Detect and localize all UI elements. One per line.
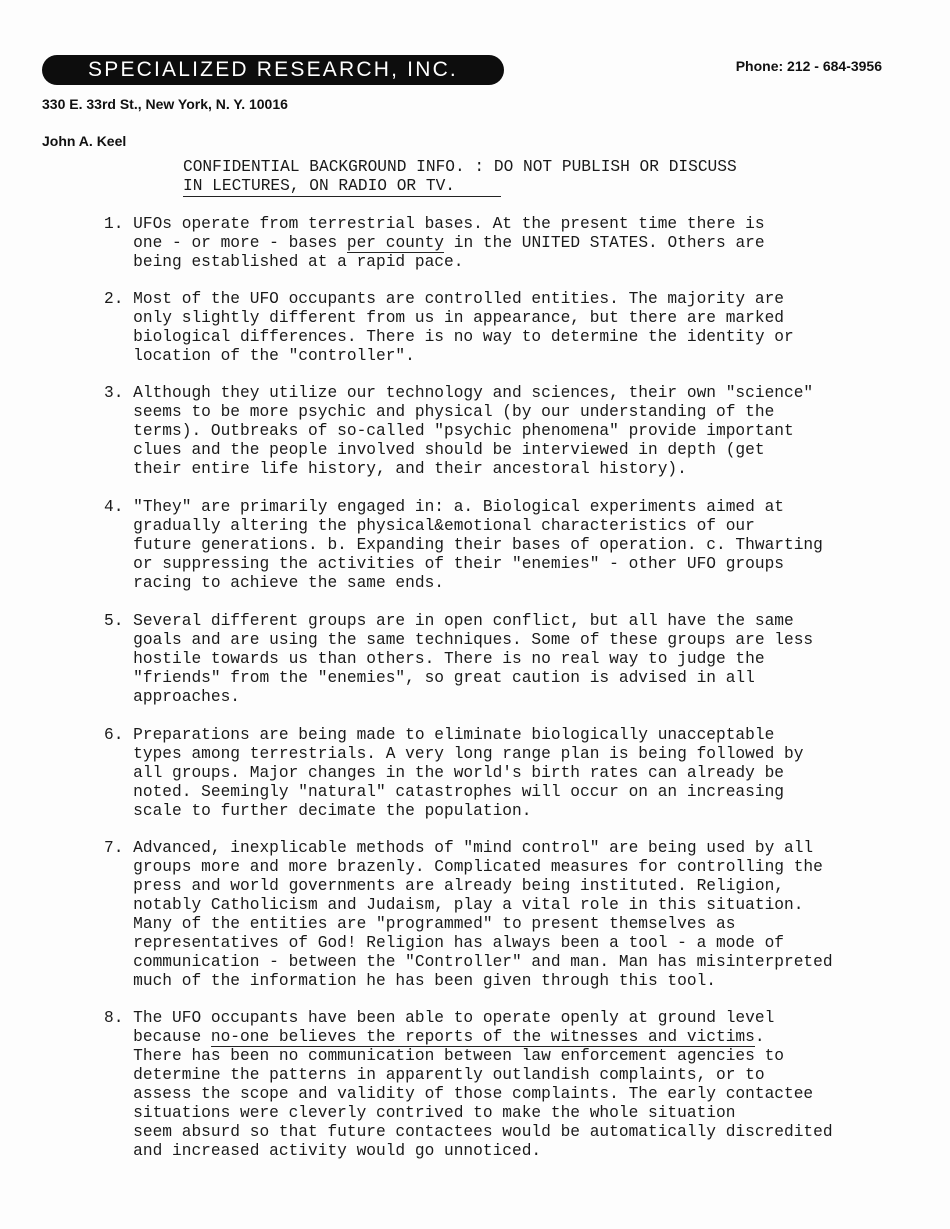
- item-number: 2.: [104, 290, 124, 308]
- item-line: seems to be more psychic and physical (by our understanding of the: [133, 403, 775, 421]
- item-line: UFOs operate from terrestrial bases. At the present time there is: [133, 215, 765, 233]
- item-line: Several different groups are in open conflict, but all have the same: [133, 612, 794, 630]
- list-item-7: [104, 839, 944, 991]
- phone-number: Phone: 212 - 684-3956: [735, 58, 882, 74]
- item-line: their entire life history, and their ancestoral history).: [133, 460, 687, 478]
- item-line: approaches.: [133, 688, 241, 706]
- notice-line-1: CONFIDENTIAL BACKGROUND INFO. : DO NOT PUBLISH OR DISCUSS: [183, 158, 737, 176]
- item-line: biological differences. There is no way to determine the identity or: [133, 328, 794, 346]
- item-line: future generations. b. Expanding their bases of operation. c. Thwarting: [133, 536, 823, 554]
- item-line: groups more and more brazenly. Complicated measures for controlling the: [133, 858, 823, 876]
- list-item-2: [104, 290, 944, 366]
- item-number: 1.: [104, 215, 124, 233]
- item-line: only slightly different from us in appearance, but there are marked: [133, 309, 784, 327]
- item-line: seem absurd so that future contactees would be automatically discredited: [133, 1123, 833, 1141]
- item-number: 6.: [104, 726, 124, 744]
- item-line: clues and the people involved should be interviewed in depth (get: [133, 441, 765, 459]
- item-line: much of the information he has been given through this tool.: [133, 972, 717, 990]
- item-line: Although they utilize our technology and sciences, their own "science": [133, 384, 814, 402]
- item-line: all groups. Major changes in the world's birth rates can already be: [133, 764, 784, 782]
- list-item-4: [104, 498, 944, 593]
- item-line: goals and are using the same techniques. Some of these groups are less: [133, 631, 814, 649]
- item-line: press and world governments are already being instituted. Religion,: [133, 877, 784, 895]
- item-line: location of the "controller".: [133, 347, 415, 365]
- item-line: types among terrestrials. A very long range plan is being followed by: [133, 745, 804, 763]
- company-address: 330 E. 33rd St., New York, N. Y. 10016: [42, 96, 288, 112]
- item-line: scale to further decimate the population.: [133, 802, 532, 820]
- item-number: 4.: [104, 498, 124, 516]
- item-line: and increased activity would go unnoticed.: [133, 1142, 542, 1160]
- item-line: Many of the entities are "programmed" to present themselves as: [133, 915, 736, 933]
- item-line: situations were cleverly contrived to make the whole situation: [133, 1104, 736, 1122]
- list-item-6: [104, 726, 944, 821]
- underlined-phrase: no-one believes the reports of the witnesses and victims: [210, 1028, 755, 1046]
- item-line: Preparations are being made to eliminate biologically unacceptable: [133, 726, 775, 744]
- item-line: determine the patterns in apparently outlandish complaints, or to: [133, 1066, 765, 1084]
- item-line: Most of the UFO occupants are controlled entities. The majority are: [133, 290, 784, 308]
- item-line: racing to achieve the same ends.: [133, 574, 445, 592]
- item-line: There has been no communication between law enforcement agencies to: [133, 1047, 784, 1065]
- item-line: assess the scope and validity of those complaints. The early contactee: [133, 1085, 814, 1103]
- item-line: Advanced, inexplicable methods of "mind control" are being used by all: [133, 839, 814, 857]
- list-item-3: [104, 384, 944, 479]
- item-line: gradually altering the physical&emotional characteristics of our: [133, 517, 755, 535]
- item-line: The UFO occupants have been able to operate openly at ground level: [133, 1009, 775, 1027]
- item-line: one - or more - bases: [133, 234, 347, 252]
- item-line: or suppressing the activities of their "enemies" - other UFO groups: [133, 555, 784, 573]
- item-line: in the UNITED STATES. Others are: [444, 234, 765, 252]
- item-line: "They" are primarily engaged in: a. Biological experiments aimed at: [133, 498, 784, 516]
- item-line: "friends" from the "enemies", so great caution is advised in all: [133, 669, 755, 687]
- list-item-1: [104, 215, 944, 272]
- item-number: 5.: [104, 612, 124, 630]
- item-line: because: [133, 1028, 211, 1046]
- confidential-notice: [183, 158, 737, 197]
- item-line: .: [754, 1028, 765, 1046]
- author-name: John A. Keel: [42, 133, 127, 149]
- list-item-8: [104, 1009, 944, 1161]
- list-item-5: [104, 612, 944, 707]
- item-line: being established at a rapid pace.: [133, 253, 464, 271]
- item-number: 7.: [104, 839, 124, 857]
- item-line: notably Catholicism and Judaism, play a vital role in this situation.: [133, 896, 804, 914]
- item-number: 8.: [104, 1009, 124, 1027]
- item-line: representatives of God! Religion has always been a tool - a mode of: [133, 934, 784, 952]
- item-line: terms). Outbreaks of so-called "psychic phenomena" provide important: [133, 422, 794, 440]
- item-number: 3.: [104, 384, 124, 402]
- item-line: hostile towards us than others. There is no real way to judge the: [133, 650, 765, 668]
- item-line: communication - between the "Controller" and man. Man has misinterpreted: [133, 953, 833, 971]
- item-line: noted. Seemingly "natural" catastrophes will occur on an increasing: [133, 783, 784, 801]
- company-logo: SPECIALIZED RESEARCH, INC.: [42, 55, 504, 85]
- underlined-phrase: per county: [346, 234, 445, 252]
- notice-line-2: IN LECTURES, ON RADIO OR TV.: [183, 177, 501, 197]
